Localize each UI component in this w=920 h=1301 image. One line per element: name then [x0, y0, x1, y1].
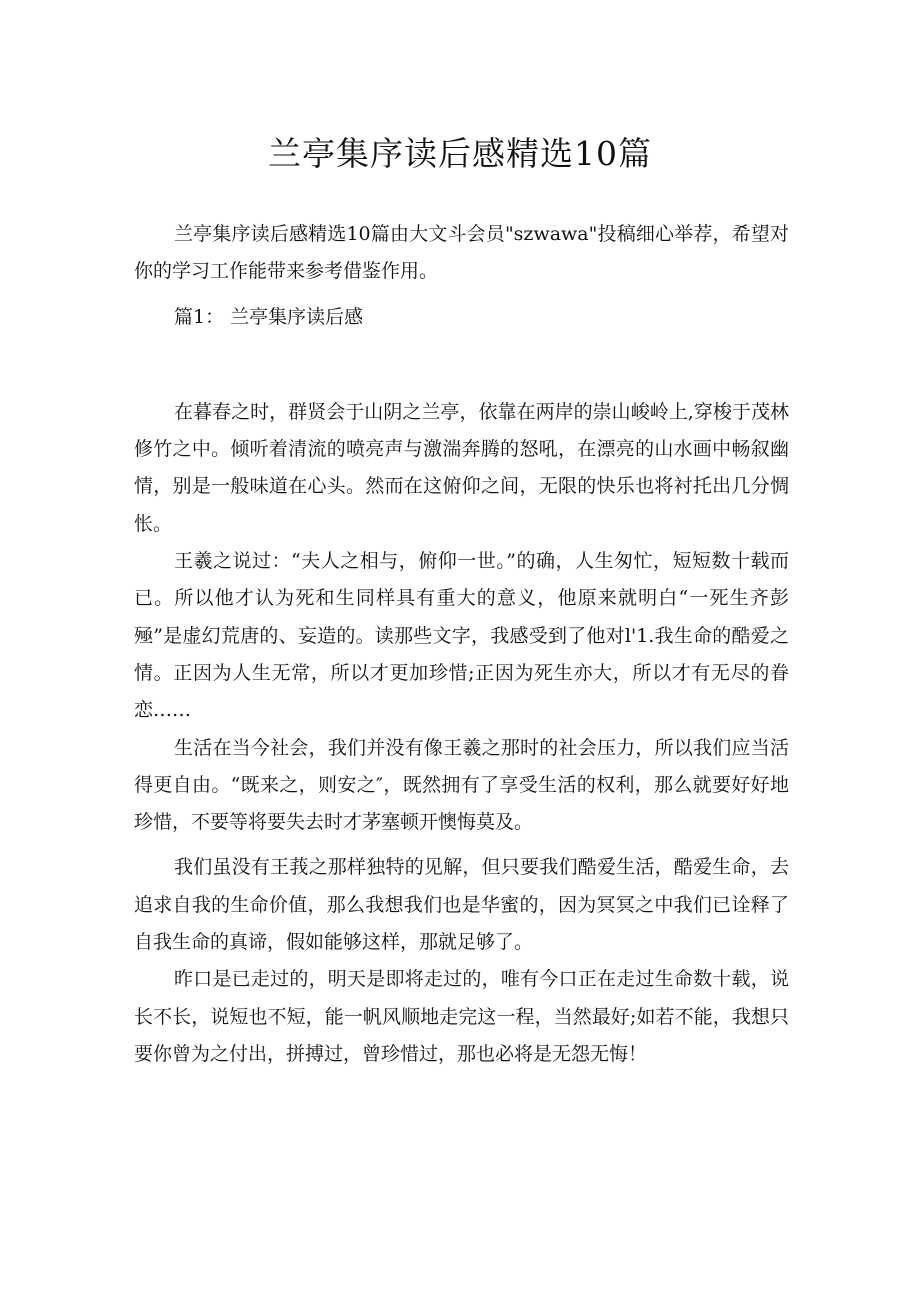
section-heading: 篇1： 兰亭集序读后感: [174, 305, 364, 328]
section-spacer: [134, 336, 789, 394]
body-paragraph-4: 我们虽没有王莪之那样独特的见解，但只要我们酷爱生活，酷爱生命，去追求自我的生命价值，那么我想我们也是华蜜的，因为冥冥之中我们已诠释了自我生命的真谛，假如能够这样，那就足够了。: [134, 856, 789, 954]
page-title: 兰亭集序读后感精选10篇: [268, 134, 652, 173]
body-paragraph-1: 在暮春之时，群贤会于山阴之兰亭，依靠在两岸的崇山峻岭上,穿梭于茂林修竹之中。倾听着清流的喷亮声与激湍奔腾的怒吼，在漂亮的山水画中畅叙幽情，别是一般味道在心头。然而在这俯仰之间，无限的快乐也将衬托出几分惆怅。: [134, 400, 789, 535]
body-paragraph-3: 生活在当今社会，我们并没有像王羲之那时的社会压力，所以我们应当活得更自由。“既来之，则安之″，既然拥有了享受生活的权利，那么就要好好地珍惜，不要等将要失去时才茅塞顿开懊悔莫及。: [134, 736, 789, 834]
body-paragraph-2: 王羲之说过：“夫人之相与，俯仰一世。”的确，人生匆忙，短短数十载而已。所以他才认为死和生同样具有重大的意义，他原来就明白“一死生齐彭殛”是虚幻荒唐的、妄造的。读那些文字，我感受到了他对l'1.我生命的酷爱之情。正因为人生无常，所以才更加珍惜;正因为死生亦大，所以才有无尽的眷恋……: [134, 550, 789, 722]
body-paragraph-5: 昨口是已走过的，明天是即将走过的，唯有今口正在走过生命数十载，说长不长，说短也不短，能一帆风顺地走完这一程，当然最好;如若不能，我想只要你曾为之付出，拼搏过，曾珍惜过，那也必将是无怨无悔！: [134, 968, 789, 1065]
document-body: [134, 216, 789, 1073]
intro-paragraph: 兰亭集序读后感精选10篇由大文斗会员"szwawa"投稿细心举荐，希望对你的学习工作能带来参考借鉴作用。: [134, 223, 789, 283]
